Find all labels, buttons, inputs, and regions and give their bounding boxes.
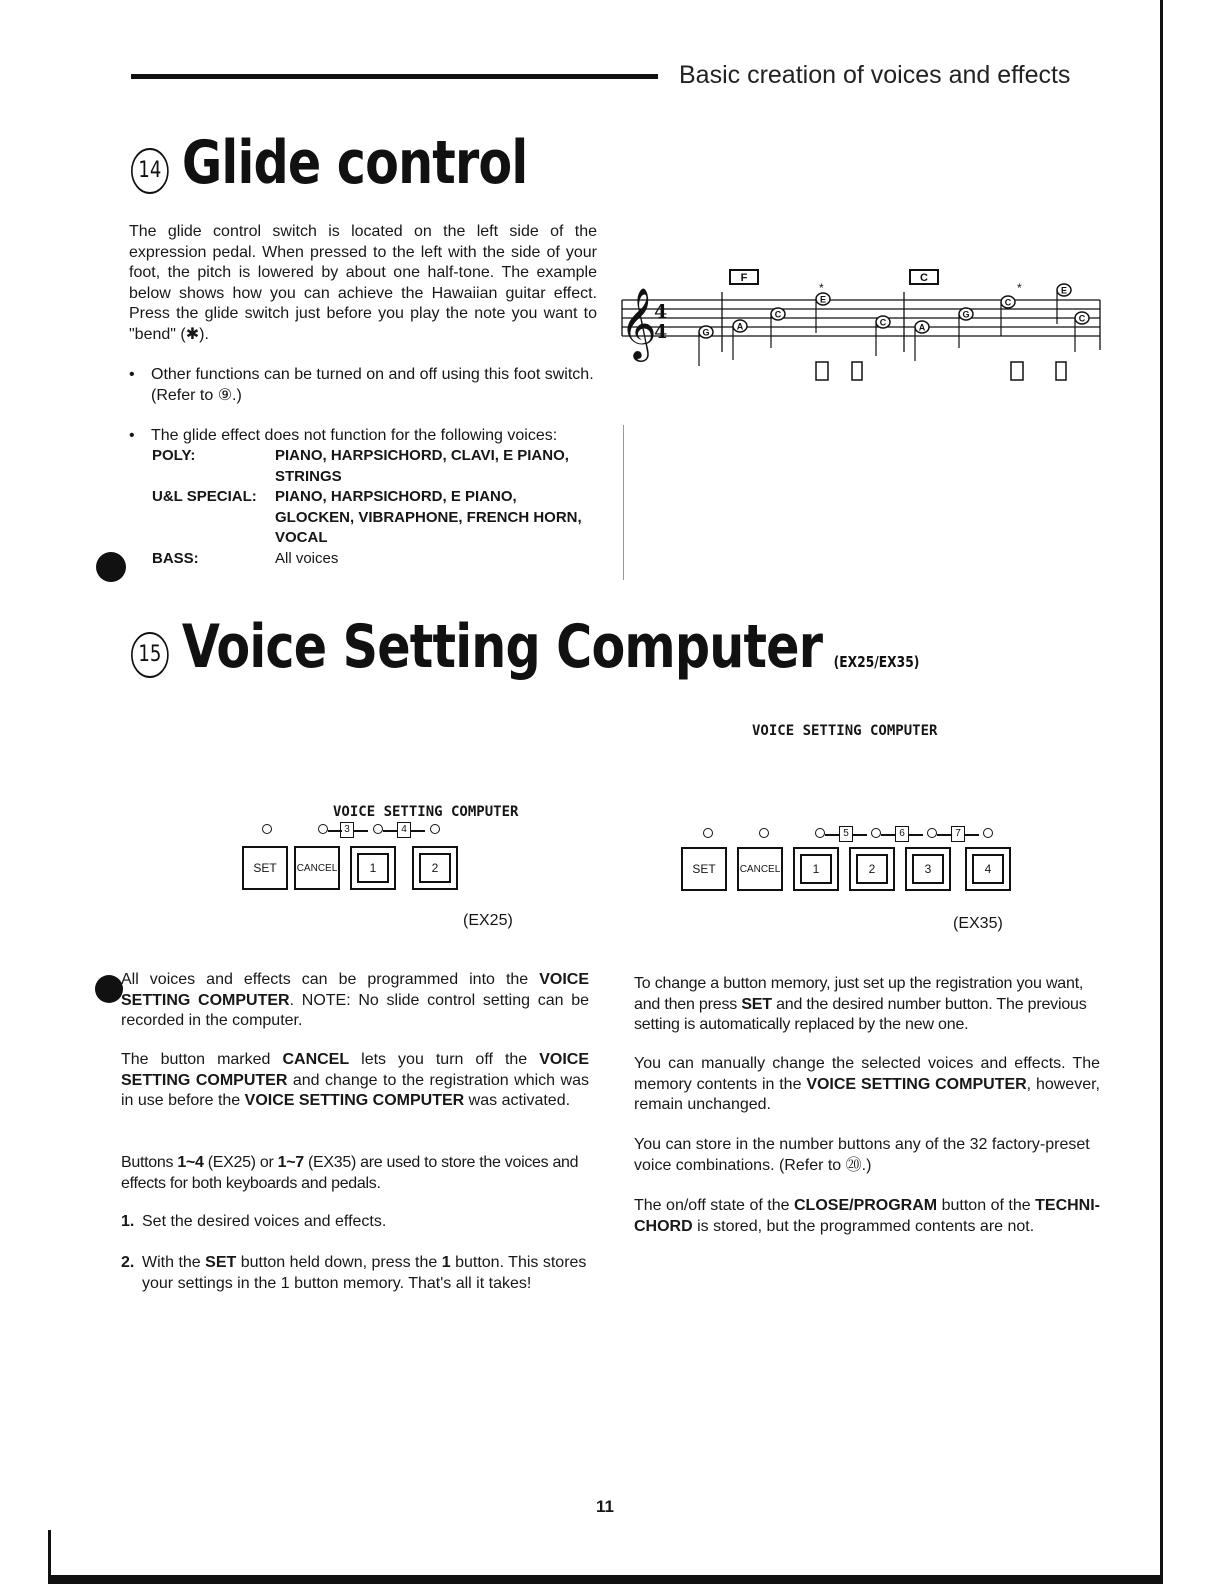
- memory-button-label: 1: [357, 853, 389, 883]
- voice-row-value: PIANO, HARPSICHORD, CLAVI, E PIANO, STRINGS: [275, 447, 569, 485]
- glide-bullet-2-text: The glide effect does not function for the following voices:: [151, 427, 558, 444]
- chord-f: F: [740, 272, 748, 284]
- memory-button-label: 1: [800, 854, 832, 884]
- text: To change a button memory, just set up the registration you want, and then press: [634, 975, 1084, 1013]
- text: , however, remain unchanged.: [634, 1075, 1100, 1113]
- header-section-title: Basic creation of voices and effects: [679, 61, 1071, 89]
- text: lets you turn off the: [349, 1051, 540, 1068]
- voice-row-value: All voices: [275, 549, 339, 567]
- text-bold: CLOSE/PROGRAM: [794, 1197, 938, 1214]
- score-note: [959, 308, 973, 348]
- score-note-letter: A: [918, 322, 926, 333]
- combo-box-4: 4: [397, 822, 411, 838]
- text-bold: 1~4: [177, 1154, 204, 1171]
- text-bold: 1: [441, 1254, 451, 1271]
- score-note-letter: E: [819, 294, 827, 305]
- score-note: [771, 308, 785, 348]
- step-text: [142, 1253, 589, 1294]
- score-note: [915, 321, 929, 361]
- score-note-letter: C: [774, 309, 782, 320]
- glide-music-score: [612, 262, 1112, 392]
- vsc-right-paragraph-4: [634, 1196, 1100, 1237]
- step-number: 2.: [121, 1254, 135, 1271]
- pedal-marks: [816, 362, 1066, 380]
- text: The on/off state of the: [634, 1197, 794, 1214]
- text-bold: VOICE SETTING COMPUTER: [806, 1075, 1027, 1093]
- voice-row-label: POLY:: [152, 447, 196, 464]
- memory-button-4[interactable]: [965, 847, 1011, 891]
- set-lamp: [262, 824, 272, 834]
- vsc-paragraph-1: [121, 970, 589, 1032]
- staff-lines: [622, 292, 1100, 352]
- text: With the: [142, 1254, 206, 1271]
- page-border-right: [1160, 0, 1163, 1584]
- vsc-right-paragraph-3: You can store in the number buttons any of the 32 factory-preset voice combinations. (Refer to ⑳.): [634, 1136, 1090, 1174]
- cancel-button[interactable]: CANCEL: [294, 846, 340, 890]
- text: (EX25) or: [203, 1154, 278, 1171]
- vsc-right-paragraph-1: [634, 974, 1104, 1036]
- set-lamp: [703, 828, 713, 838]
- combo-lamp: [815, 828, 825, 838]
- voice-row-value: PIANO, HARPSICHORD, E PIANO, GLOCKEN, VIBRAPHONE, FRENCH HORN, VOCAL: [275, 488, 582, 546]
- score-note: [1001, 296, 1015, 336]
- text: Buttons: [121, 1154, 178, 1171]
- score-note-letter: G: [962, 309, 970, 320]
- glide-title: Glide control: [181, 128, 528, 198]
- text-bold: SET: [741, 995, 772, 1013]
- set-button[interactable]: SET: [242, 846, 288, 890]
- bend-star-2: *: [1017, 281, 1022, 295]
- voice-row-ul-special: [152, 487, 597, 549]
- combo-box-3: 3: [340, 822, 354, 838]
- text: You can manually change the selected voices and effects. The memory contents in the: [634, 1055, 1100, 1093]
- text-bold: VOICE SETTING COMPUTER: [121, 1051, 589, 1089]
- glide-bullet-2: [129, 426, 597, 447]
- vsc-models: (EX25/EX35): [833, 653, 920, 671]
- combo-lamp: [430, 824, 440, 834]
- combo-connector: [853, 834, 867, 836]
- vsc-panel-title: VOICE SETTING COMPUTER: [752, 723, 938, 739]
- bend-star-1: *: [819, 281, 824, 295]
- voice-row-label: BASS:: [152, 549, 199, 567]
- text: All voices and effects can be programmed into the: [121, 971, 540, 988]
- ex35-caption: (EX35): [953, 915, 1003, 932]
- text: The button marked: [121, 1051, 283, 1068]
- score-note: [699, 326, 713, 366]
- score-notes: [699, 284, 1089, 366]
- bullet-dot: •: [129, 366, 135, 383]
- combo-lamp: [927, 828, 937, 838]
- score-note-letter: E: [1060, 285, 1068, 296]
- combo-lamp: [871, 828, 881, 838]
- text: is stored, but the programmed contents are not.: [692, 1217, 1035, 1235]
- memory-button-label: 2: [856, 854, 888, 884]
- vsc-heading: [131, 612, 919, 684]
- score-note: [1075, 312, 1089, 352]
- page-border-bottom: [48, 1575, 1163, 1584]
- glide-heading: [131, 128, 527, 200]
- combo-connector: [383, 830, 397, 832]
- text-bold: SET: [205, 1254, 237, 1271]
- step-number: 1.: [121, 1213, 135, 1230]
- score-note-letter: G: [702, 327, 710, 338]
- text: button of the: [937, 1197, 1036, 1214]
- memory-button-label: 3: [912, 854, 944, 884]
- combo-box-5: 5: [839, 826, 853, 842]
- combo-connector: [881, 834, 895, 836]
- combo-connector: [354, 830, 368, 832]
- text-bold: CANCEL: [282, 1051, 350, 1068]
- text: and change to the registration which was in use before the: [121, 1071, 589, 1109]
- page-number: 11: [596, 1497, 614, 1516]
- ex25-caption: (EX25): [463, 912, 513, 929]
- glide-bullet-1-text: Other functions can be turned on and off using this foot switch. (Refer to ⑨.): [151, 366, 594, 404]
- memory-button-label: 4: [972, 854, 1004, 884]
- vsc-paragraph-2: [121, 1050, 589, 1112]
- voice-row-label: U&L SPECIAL:: [152, 488, 257, 505]
- memory-button-1[interactable]: [793, 847, 839, 891]
- text: and the desired number button. The previous setting is automatically replaced by the new one.: [634, 995, 1087, 1033]
- memory-button-label: 2: [419, 853, 451, 883]
- treble-clef-icon: 𝄞: [620, 286, 657, 359]
- combo-lamp: [373, 824, 383, 834]
- ex25-panel-label: VOICE SETTING COMPUTER: [333, 804, 519, 820]
- memory-button-3[interactable]: [905, 847, 951, 891]
- text: button held down, press the: [236, 1254, 442, 1271]
- text-bold: 1~7: [277, 1154, 304, 1171]
- voice-row-bass: [152, 549, 597, 570]
- memory-button-2[interactable]: [849, 847, 895, 891]
- glide-bullet-1: [129, 365, 597, 406]
- score-note-letter: C: [1078, 313, 1086, 324]
- vsc-step-1: [121, 1212, 589, 1233]
- vsc-step-2: [121, 1253, 589, 1294]
- text-bold: VOICE SETTING COMPUTER: [121, 971, 589, 1009]
- set-button[interactable]: SET: [681, 847, 727, 891]
- glide-intro: The glide control switch is located on the left side of the expression pedal. When pressed to the left with the side of your foot, the pitch is lowered by about one half-tone. The example below shows how you can achieve the Hawaiian guitar effect. Press the glide switch just before you play the note you want to "bend" (✱).: [129, 223, 597, 343]
- combo-connector: [937, 834, 951, 836]
- score-note-letter: C: [879, 317, 887, 328]
- page-border-left: [48, 1530, 51, 1584]
- combo-box-6: 6: [895, 826, 909, 842]
- section-number-15: 15: [131, 632, 169, 678]
- combo-connector: [909, 834, 923, 836]
- step-text: Set the desired voices and effects.: [142, 1213, 387, 1230]
- bullet-dot: •: [129, 427, 135, 444]
- time-sig-bottom: 4: [654, 321, 668, 343]
- memory-button-2[interactable]: [412, 846, 458, 890]
- text-bold: TECHNI-CHORD: [634, 1197, 1101, 1235]
- cancel-button[interactable]: CANCEL: [737, 847, 783, 891]
- column-divider: [623, 425, 624, 580]
- combo-lamp: [318, 824, 328, 834]
- combo-box-7: 7: [951, 826, 965, 842]
- combo-connector: [411, 830, 425, 832]
- time-sig-top: 4: [654, 301, 668, 323]
- text: was activated.: [464, 1092, 571, 1109]
- section-number-14: 14: [131, 148, 169, 194]
- cancel-lamp: [759, 828, 769, 838]
- score-note-letter: A: [736, 321, 744, 332]
- score-note-letter: C: [1004, 297, 1012, 308]
- combo-connector: [965, 834, 979, 836]
- binding-hole-mark: [96, 552, 126, 582]
- vsc-paragraph-3: [121, 1153, 591, 1194]
- header-rule: [131, 74, 658, 79]
- chord-c: C: [920, 272, 928, 284]
- text: . NOTE: No slide control setting can be recorded in the computer.: [121, 991, 589, 1029]
- memory-button-1[interactable]: [350, 846, 396, 890]
- voice-row-poly: [152, 446, 597, 487]
- voice-exception-table: [152, 446, 597, 569]
- text: (EX35) are used to store the voices and effects for both keyboards and pedals.: [121, 1154, 579, 1192]
- text: button. This stores your settings in the 1 button memory. That's all it takes!: [142, 1254, 587, 1292]
- text-bold: VOICE SETTING COMPUTER: [244, 1092, 465, 1109]
- score-note: [733, 320, 747, 360]
- combo-connector: [825, 834, 839, 836]
- vsc-title: Voice Setting Computer: [181, 612, 823, 682]
- binding-hole-mark: [95, 975, 123, 1003]
- vsc-right-paragraph-2: [634, 1054, 1100, 1116]
- combo-lamp: [983, 828, 993, 838]
